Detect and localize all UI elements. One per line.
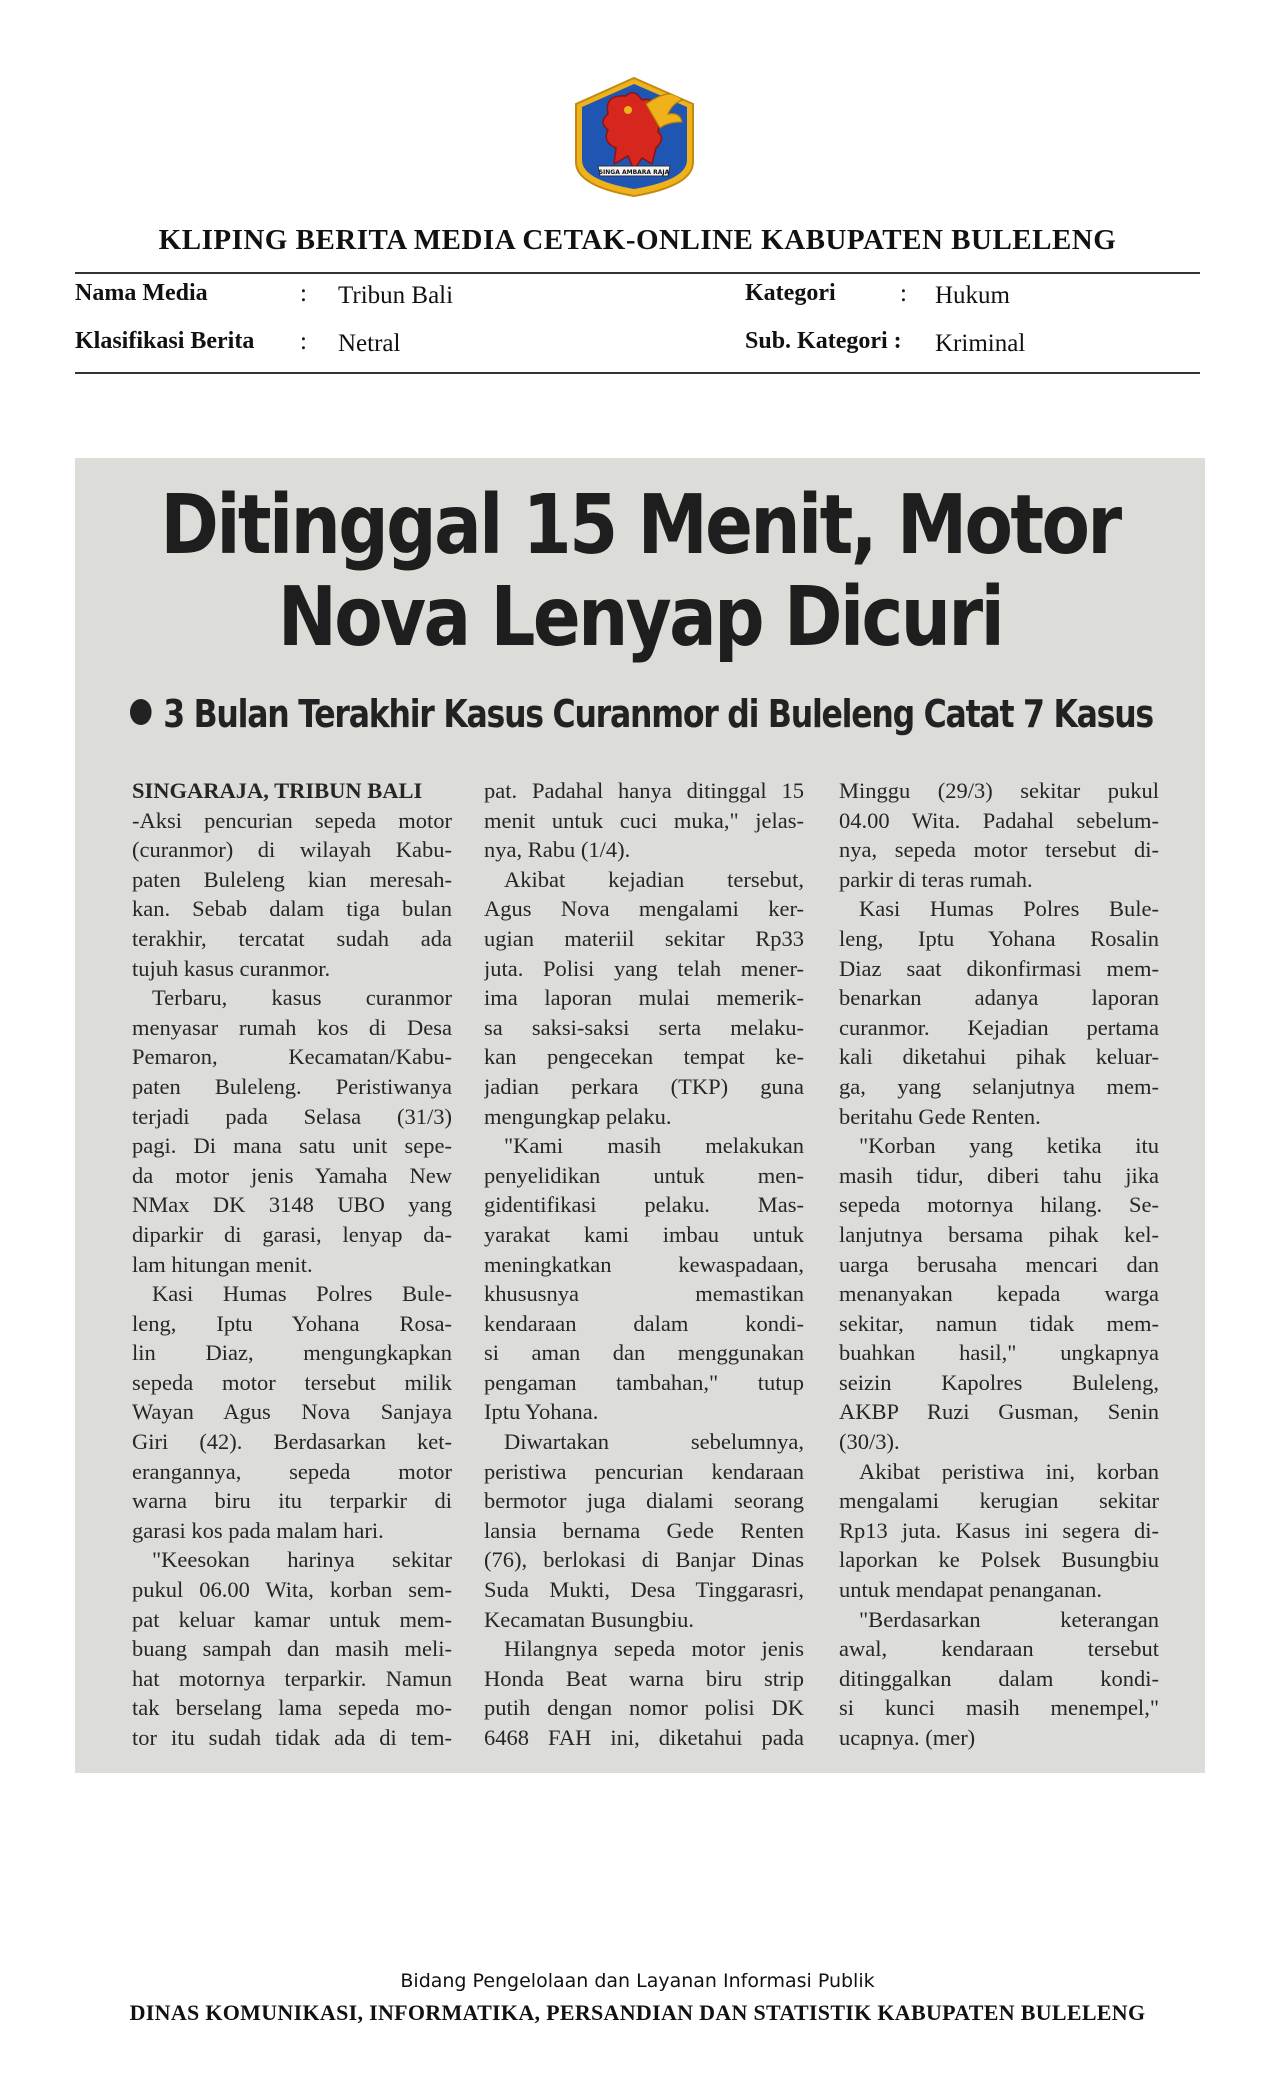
article-line: lanjutnya bersama pihak kel-: [839, 1221, 1159, 1247]
article-line: kan. Sebab dalam tiga bulan: [132, 896, 452, 922]
article-line: Iptu Yohana.: [484, 1399, 599, 1425]
article-line: pat keluar kamar untuk mem-: [132, 1606, 452, 1632]
article-line: kan pengecekan tempat ke-: [484, 1044, 804, 1070]
logo-motto: SINGA AMBARA RAJA: [598, 169, 670, 176]
article-line: Pemaron, Kecamatan/Kabu-: [132, 1044, 452, 1070]
article-line: ditinggalkan dalam kondi-: [839, 1665, 1159, 1691]
article-line: si kunci masih menempel,": [839, 1695, 1159, 1721]
article-column-2: [484, 776, 804, 1753]
article-line: "Berdasarkan keterangan: [859, 1606, 1159, 1632]
article-line: NMax DK 3148 UBO yang: [132, 1192, 452, 1218]
klasifikasi-value: Netral: [338, 330, 401, 357]
article-line: -Aksi pencurian sepeda motor: [132, 807, 452, 833]
article-line: Suda Mukti, Desa Tinggarasri,: [484, 1577, 804, 1603]
article-line: sepeda motor tersebut milik: [132, 1369, 452, 1395]
article-line: 6468 FAH ini, diketahui pada: [484, 1725, 804, 1750]
article-line: Akibat peristiwa ini, korban: [859, 1458, 1159, 1484]
article-line: yarakat kami imbau untuk: [484, 1221, 804, 1247]
headline-line-1: Ditinggal 15 Menit, Motor: [160, 478, 1120, 573]
article-line: "Korban yang ketika itu: [859, 1133, 1159, 1159]
article-line: curanmor. Kejadian pertama: [839, 1014, 1159, 1040]
media-label: Nama Media: [75, 280, 208, 306]
article-line: tujuh kasus curanmor.: [132, 955, 331, 981]
article-line: ga, yang selanjutnya mem-: [839, 1073, 1159, 1099]
article-line: "Keesokan harinya sekitar: [152, 1547, 452, 1573]
article-line: (30/3).: [839, 1429, 900, 1455]
article-line: terakhir, tercatat sudah ada: [132, 925, 452, 951]
article-line: beritahu Gede Renten.: [839, 1103, 1041, 1129]
article-line: Diaz saat dikonfirmasi mem-: [839, 955, 1159, 981]
article-column-3: [839, 776, 1159, 1753]
media-colon: :: [300, 280, 307, 307]
article-line: SINGARAJA, TRIBUN BALI: [132, 778, 423, 803]
article-line: Rp13 juta. Kasus ini segera di-: [839, 1517, 1159, 1543]
kategori-colon: :: [900, 280, 907, 307]
article-line: si aman dan menggunakan: [484, 1340, 804, 1366]
article-line: putih dengan nomor polisi DK: [484, 1695, 804, 1721]
article-line: AKBP Ruzi Gusman, Senin: [839, 1399, 1159, 1425]
article-line: Akibat kejadian tersebut,: [504, 866, 804, 892]
klasifikasi-colon: :: [300, 328, 307, 355]
article-line: lam hitungan menit.: [132, 1251, 313, 1277]
footer-department: Bidang Pengelolaan dan Layanan Informasi Publik: [400, 1970, 875, 1992]
kategori-label: Kategori: [745, 280, 836, 306]
bullet-icon: [130, 699, 152, 725]
article-column-1: [132, 776, 452, 1753]
subkategori-label: Sub. Kategori :: [745, 328, 902, 354]
article-line: Honda Beat warna biru strip: [484, 1665, 804, 1691]
article-line: kendaraan dalam kondi-: [484, 1310, 804, 1336]
klasifikasi-label: Klasifikasi Berita: [75, 328, 255, 354]
divider-top: [75, 272, 1200, 274]
media-value: Tribun Bali: [338, 282, 454, 309]
article-line: Kasi Humas Polres Bule-: [859, 896, 1159, 922]
article-line: ugian materiil sekitar Rp33: [484, 925, 804, 951]
article-line: meningkatkan kewaspadaan,: [484, 1251, 804, 1277]
subheadline: 3 Bulan Terakhir Kasus Curanmor di Buleleng Catat 7 Kasus: [130, 692, 993, 736]
article-line: lansia bernama Gede Renten: [484, 1517, 804, 1543]
article-line: paten Buleleng kian meresah-: [132, 866, 452, 892]
article-line: tak berselang lama sepeda mo-: [132, 1695, 452, 1721]
article-line: nya, sepeda motor tersebut di-: [839, 837, 1159, 863]
article-line: laporkan ke Polsek Busungbiu: [839, 1547, 1159, 1573]
article-line: "Kami masih melakukan: [504, 1133, 804, 1159]
article-line: untuk mendapat penanganan.: [839, 1577, 1103, 1603]
article-line: nya, Rabu (1/4).: [484, 837, 631, 863]
article-line: benarkan adanya laporan: [839, 985, 1159, 1011]
article-line: ima laporan mulai memerik-: [484, 985, 804, 1011]
divider-bottom: [75, 372, 1200, 374]
article-line: (curanmor) di wilayah Kabu-: [132, 837, 452, 863]
page-title: KLIPING BERITA MEDIA CETAK-ONLINE KABUPATEN BULELENG: [158, 224, 1117, 256]
article-line: Kasi Humas Polres Bule-: [152, 1281, 452, 1307]
article-line: (76), berlokasi di Banjar Dinas: [484, 1547, 804, 1573]
article-line: sa saksi-saksi serta melaku-: [484, 1014, 804, 1040]
article-line: penyelidikan untuk men-: [484, 1162, 804, 1188]
article-line: Wayan Agus Nova Sanjaya: [132, 1399, 452, 1425]
article-line: tor itu sudah tidak ada di tem-: [132, 1725, 452, 1750]
article-line: gidentifikasi pelaku. Mas-: [484, 1192, 804, 1218]
subkategori-value: Kriminal: [935, 330, 1026, 357]
article-line: peristiwa pencurian kendaraan: [484, 1458, 804, 1484]
article-line: erangannya, sepeda motor: [132, 1458, 452, 1484]
article-line: Diwartakan sebelumnya,: [504, 1429, 804, 1455]
article-line: kali diketahui pihak keluar-: [839, 1044, 1159, 1070]
article-line: da motor jenis Yamaha New: [132, 1162, 452, 1188]
article-line: paten Buleleng. Peristiwanya: [132, 1073, 452, 1099]
article-line: khususnya memastikan: [484, 1281, 804, 1307]
article-line: sepeda motornya hilang. Se-: [839, 1192, 1159, 1218]
footer-agency: DINAS KOMUNIKASI, INFORMATIKA, PERSANDIAN DAN STATISTIK KABUPATEN BULELENG: [129, 2000, 1146, 2025]
article-line: parkir di teras rumah.: [839, 866, 1033, 892]
article-line: jadian perkara (TKP) guna: [484, 1073, 804, 1099]
article-line: mengungkap pelaku.: [484, 1103, 672, 1129]
article-line: menanyakan kepada warga: [839, 1281, 1159, 1307]
article-line: warna biru itu terparkir di: [132, 1488, 452, 1514]
article-line: seizin Kapolres Buleleng,: [839, 1369, 1159, 1395]
article-line: Agus Nova mengalami ker-: [484, 896, 804, 922]
article-line: diparkir di garasi, lenyap da-: [132, 1221, 452, 1247]
article-line: bermotor juga dialami seorang: [484, 1488, 804, 1514]
article-line: ucapnya. (mer): [839, 1725, 976, 1750]
article-line: Giri (42). Berdasarkan ket-: [132, 1429, 452, 1455]
article-line: pengaman tambahan," tutup: [484, 1369, 804, 1395]
newspaper-clipping: [75, 458, 1205, 1773]
article-line: lin Diaz, mengungkapkan: [132, 1340, 452, 1366]
buleleng-crest-logo: [568, 74, 701, 200]
article-line: uarga berusaha mencari dan: [839, 1251, 1159, 1277]
article-line: pukul 06.00 Wita, korban sem-: [132, 1577, 452, 1603]
article-line: 04.00 Wita. Padahal sebelum-: [839, 807, 1159, 833]
article-line: Minggu (29/3) sekitar pukul: [839, 778, 1159, 803]
article-line: Kecamatan Busungbiu.: [484, 1606, 694, 1632]
article-line: pagi. Di mana satu unit sepe-: [132, 1133, 452, 1159]
article-line: leng, Iptu Yohana Rosalin: [839, 925, 1159, 951]
article-line: sekitar, namun tidak mem-: [839, 1310, 1159, 1336]
article-line: leng, Iptu Yohana Rosa-: [132, 1310, 452, 1336]
article-line: hat motornya terparkir. Namun: [132, 1665, 452, 1691]
kategori-value: Hukum: [935, 282, 1010, 309]
article-line: buang sampah dan masih meli-: [132, 1636, 452, 1662]
article-line: mengalami kerugian sekitar: [839, 1488, 1159, 1514]
article-line: terjadi pada Selasa (31/3): [132, 1103, 452, 1129]
article-line: awal, kendaraan tersebut: [839, 1636, 1159, 1662]
article-line: menit untuk cuci muka," jelas-: [484, 807, 804, 833]
article-line: juta. Polisi yang telah mener-: [484, 955, 804, 981]
article-line: pat. Padahal hanya ditinggal 15: [484, 778, 804, 803]
article-line: garasi kos pada malam hari.: [132, 1517, 384, 1543]
article-line: Hilangnya sepeda motor jenis: [504, 1636, 804, 1662]
headline-line-2: Nova Lenyap Dicuri: [277, 570, 1003, 665]
article-line: menyasar rumah kos di Desa: [132, 1014, 452, 1040]
article-line: Terbaru, kasus curanmor: [152, 985, 452, 1011]
article-line: masih tidur, diberi tahu jika: [839, 1162, 1159, 1188]
article-line: buahkan hasil," ungkapnya: [839, 1340, 1159, 1366]
